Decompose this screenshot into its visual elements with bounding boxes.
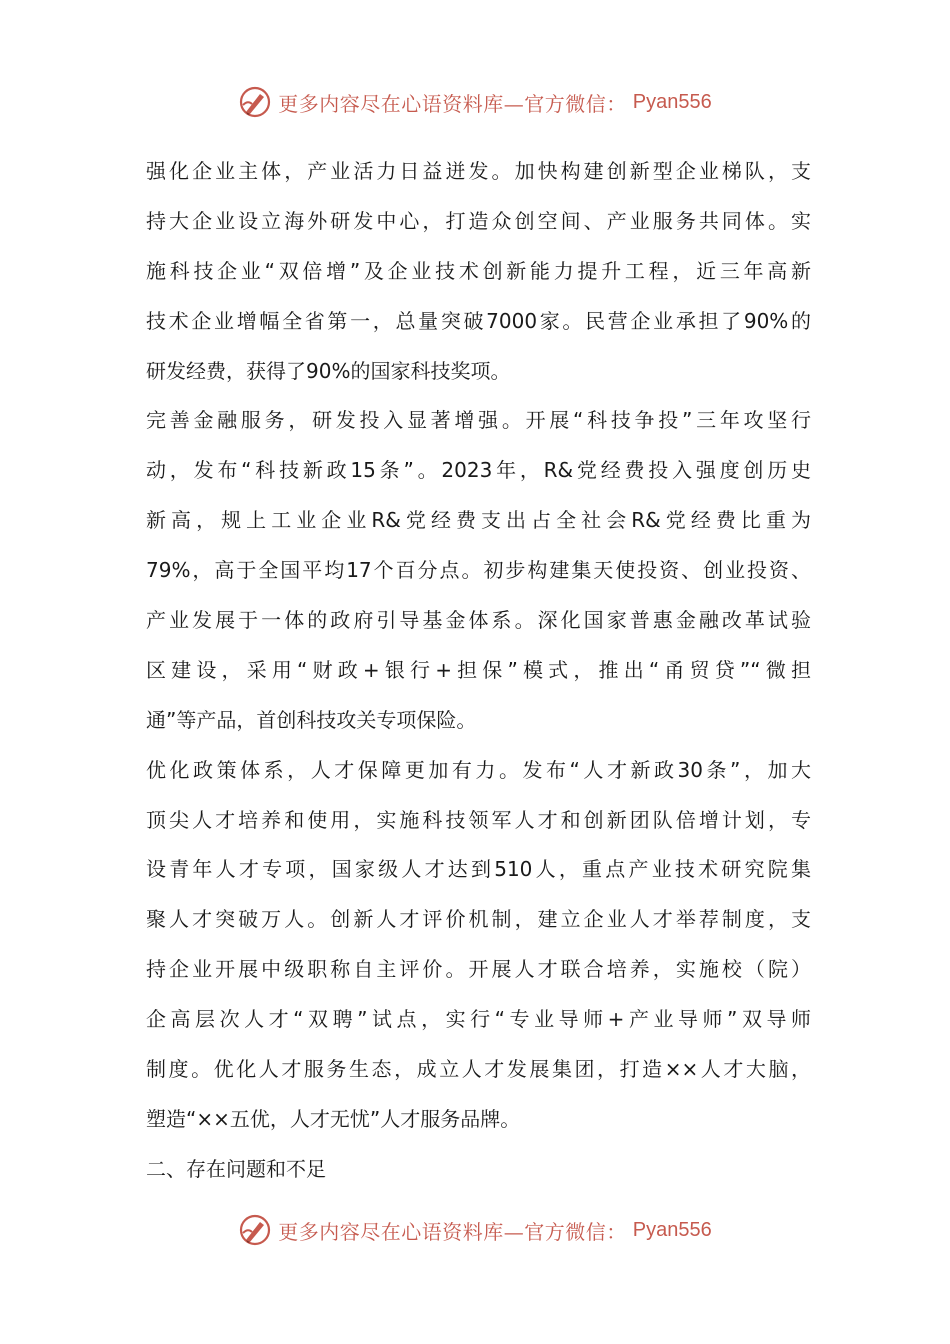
footer-watermark-banner [0,1210,950,1250]
text-line: 持大企业设立海外研发中心，打造众创空间、产业服务共同体。实 [146,208,811,233]
text-line: 技术企业增幅全省第一，总量突破7000家。民营企业承担了90%的 [146,308,811,333]
text-line: 设青年人才专项，国家级人才达到510人，重点产业技术研究院集 [146,857,811,882]
document-body [146,151,811,1199]
text-line: 企高层次人才“双聘”试点，实行“专业导师+产业导师”双导师 [146,1007,811,1032]
text-line: 制度。优化人才服务生态，成立人才发展集团，打造××人才大脑， [146,1057,811,1082]
text-line: 79%，高于全国平均17个百分点。初步构建集天使投资、创业投资、 [146,558,811,583]
text-line: 动，发布“科技新政15条”。2023年，R&党经费投入强度创历史 [146,458,811,483]
text-line: 施科技企业“双倍增”及企业技术创新能力提升工程，近三年高新 [146,258,811,283]
text-line: 研发经费，获得了90%的国家科技奖项。 [146,358,511,383]
text-line: 完善金融服务，研发投入显著增强。开展“科技争投”三年攻坚行 [146,408,811,433]
footer-wechat-id: Pyan556 [632,1218,712,1241]
text-line: 新高，规上工业企业R&党经费支出占全社会R&党经费比重为 [146,508,811,533]
text-line: 聚人才突破万人。创新人才评价机制，建立企业人才举荐制度，支 [146,907,811,932]
text-line: 区建设，采用“财政+银行+担保”模式，推出“甬贸贷”“微担 [146,657,811,682]
header-wechat-id: Pyan556 [632,90,712,113]
footer-watermark-text: 更多内容尽在心语资料库—官方微信： [278,1219,627,1244]
pen-circle-logo-icon [238,1213,272,1247]
header-watermark-text: 更多内容尽在心语资料库—官方微信： [278,91,627,116]
text-line: 产业发展于一体的政府引导基金体系。深化国家普惠金融改革试验 [146,608,811,633]
text-line: 顶尖人才培养和使用，实施科技领军人才和创新团队倍增计划，专 [146,807,811,832]
header-watermark-banner [0,82,950,122]
text-line: 塑造“××五优，人才无忧”人才服务品牌。 [146,1106,521,1131]
text-line: 优化政策体系，人才保障更加有力。发布“人才新政30条”，加大 [146,757,811,782]
text-line: 持企业开展中级职称自主评价。开展人才联合培养，实施校（院） [146,957,811,982]
section-heading: 二、存在问题和不足 [146,1156,326,1181]
pen-circle-logo-icon [238,85,272,119]
text-line: 强化企业主体，产业活力日益迸发。加快构建创新型企业梯队，支 [146,159,811,183]
text-line: 通”等产品，首创科技攻关专项保险。 [146,707,477,732]
